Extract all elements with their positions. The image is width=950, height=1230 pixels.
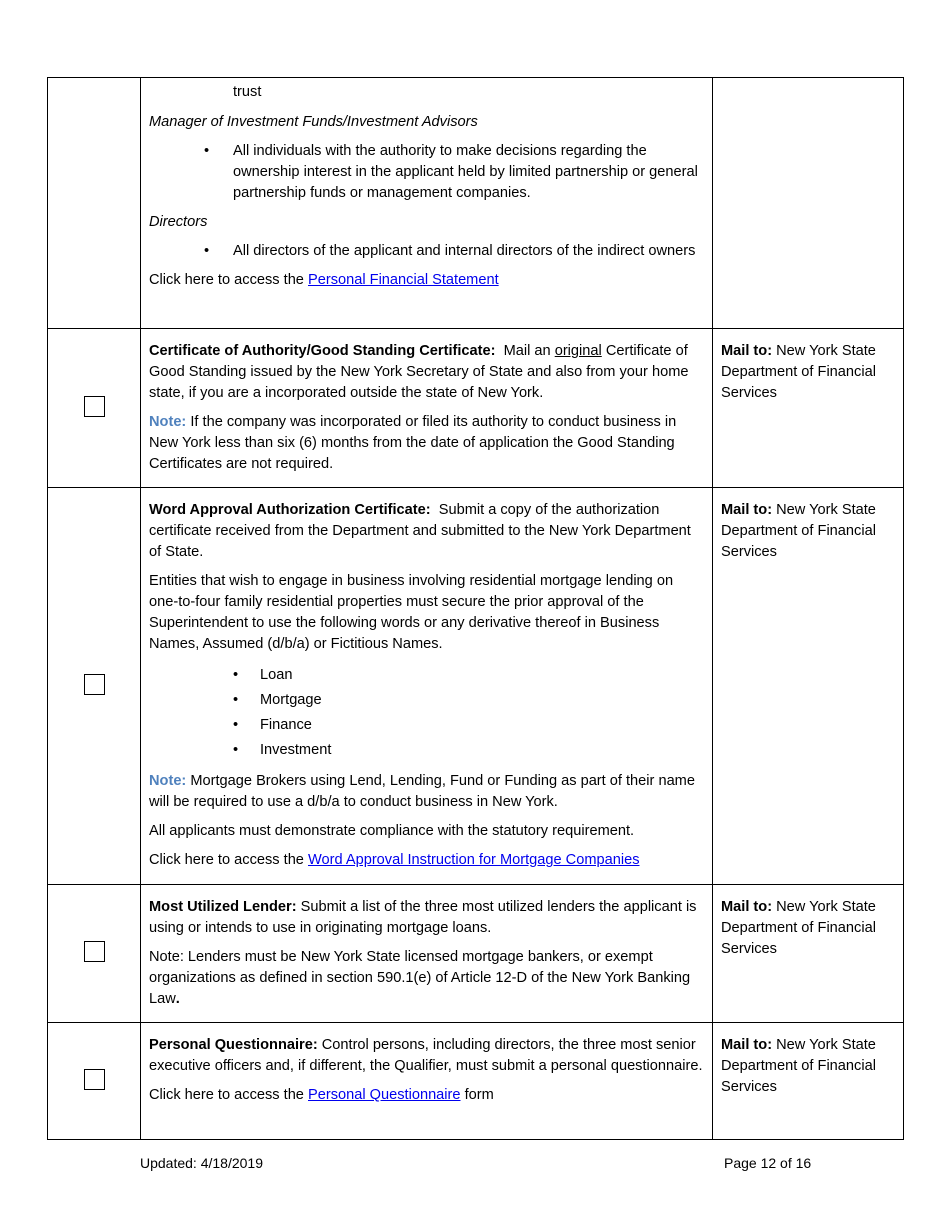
list-item: • All individuals with the authority to make decisions regarding the ownership interest in the applicant held by limited partnership or general partnership funds or management companies. [149, 141, 704, 204]
section-heading-directors: Directors [149, 214, 208, 230]
restricted-words-list [149, 663, 704, 763]
mail-to-address: New York State Department of Financial Services [721, 1037, 876, 1095]
personal-questionnaire-link[interactable]: Personal Questionnaire [308, 1087, 461, 1103]
word-approval-paragraph: Word Approval Authorization Certificate: Submit a copy of the authorization certificate received from the Department and submitted to the New York Department of State. [149, 502, 691, 560]
questionnaire-paragraph: Personal Questionnaire: Control persons, including directors, the three most senior executive officers and, if different, the Qualifier, must submit a personal questionnaire. [149, 1037, 703, 1074]
table-row [48, 1023, 904, 1140]
mail-cell-empty [713, 78, 904, 329]
requirements-table [47, 77, 904, 1140]
certificate-paragraph: Certificate of Authority/Good Standing Certificate: Mail an original Certificate of Good Standing issued by the New York Secretary of State and also from your home state, if you are a incorporated outside the state of New York. [149, 343, 689, 401]
link-paragraph: Click here to access the Word Approval Instruction for Mortgage Companies [149, 852, 640, 868]
mail-to-label: Mail to: [721, 1037, 773, 1053]
mail-to-label: Mail to: [721, 502, 773, 518]
table-row [48, 885, 904, 1023]
requirement-cell [141, 1023, 713, 1140]
checkbox-cell [48, 329, 141, 488]
lender-paragraph: Most Utilized Lender: Submit a list of the three most utilized lenders the applicant is using or intends to use in originating mortgage loans. [149, 899, 697, 936]
word-approval-instruction-link[interactable]: Word Approval Instruction for Mortgage Companies [308, 852, 640, 868]
mail-to-cell [713, 885, 904, 1023]
personal-financial-statement-link[interactable]: Personal Financial Statement [308, 272, 499, 288]
compliance-paragraph: All applicants must demonstrate compliance with the statutory requirement. [149, 823, 635, 839]
table-row [48, 329, 904, 488]
footer-page-number: Page 12 of 16 [724, 1155, 812, 1171]
mail-to-cell [713, 1023, 904, 1140]
list-item: • Finance [149, 713, 704, 738]
requirement-cell [141, 78, 713, 329]
requirement-cell [141, 885, 713, 1023]
table-row [48, 488, 904, 885]
checkbox-cell [48, 488, 141, 885]
checkbox-cell [48, 885, 141, 1023]
mail-to-cell [713, 329, 904, 488]
note-paragraph: Note: If the company was incorporated or filed its authority to conduct business in New York less than six (6) months from the date of application the Good Standing Certificates are not required. [149, 414, 677, 472]
certificate-title: Certificate of Authority/Good Standing Certificate: [149, 343, 496, 359]
mail-to-cell [713, 488, 904, 885]
directors-bullet-list [149, 241, 704, 262]
personal-questionnaire-checkbox[interactable] [84, 1069, 105, 1090]
mail-to-label: Mail to: [721, 899, 773, 915]
certificate-of-authority-checkbox[interactable] [84, 396, 105, 417]
word-approval-checkbox[interactable] [84, 674, 105, 695]
note-label: Note: [149, 414, 187, 430]
questionnaire-title: Personal Questionnaire: [149, 1037, 318, 1053]
link-paragraph: Click here to access the Personal Questionnaire form [149, 1087, 494, 1103]
note-label: Note: [149, 773, 187, 789]
original-emphasis: original [554, 343, 602, 359]
word-approval-title: Word Approval Authorization Certificate: [149, 502, 431, 518]
checkbox-cell-empty [48, 78, 141, 329]
mail-to-label: Mail to: [721, 343, 773, 359]
mail-to-address: New York State Department of Financial Services [721, 899, 876, 957]
list-item: • All directors of the applicant and internal directors of the indirect owners [149, 241, 704, 262]
table-row [48, 78, 904, 329]
link-paragraph: Click here to access the Personal Financial Statement [149, 272, 499, 288]
note-paragraph: Note: Lenders must be New York State licensed mortgage bankers, or exempt organizations as defined in section 590.1(e) of Article 12-D of the New York Banking Law. [149, 949, 691, 1007]
list-item: • Mortgage [149, 688, 704, 713]
checkbox-cell [48, 1023, 141, 1140]
section-heading-manager: Manager of Investment Funds/Investment Advisors [149, 114, 478, 130]
list-item: • Investment [149, 738, 704, 763]
continued-text: trust [233, 84, 262, 100]
manager-bullet-list [149, 141, 704, 204]
lender-title: Most Utilized Lender: [149, 899, 297, 915]
footer-updated-date: Updated: 4/18/2019 [140, 1155, 263, 1171]
list-item: • Loan [149, 663, 704, 688]
entities-paragraph: Entities that wish to engage in business involving residential mortgage lending on one-to-four family residential properties must secure the prior approval of the Superintendent to use the following words or any derivative thereof in Business Names, Assumed (d/b/a) or Fictitious Names. [149, 573, 674, 652]
mail-to-address: New York State Department of Financial Services [721, 502, 876, 560]
requirement-cell [141, 329, 713, 488]
mail-to-address: New York State Department of Financial Services [721, 343, 876, 401]
note-paragraph: Note: Mortgage Brokers using Lend, Lending, Fund or Funding as part of their name will be required to use a d/b/a to conduct business in New York. [149, 773, 695, 810]
most-utilized-lender-checkbox[interactable] [84, 941, 105, 962]
requirement-cell [141, 488, 713, 885]
